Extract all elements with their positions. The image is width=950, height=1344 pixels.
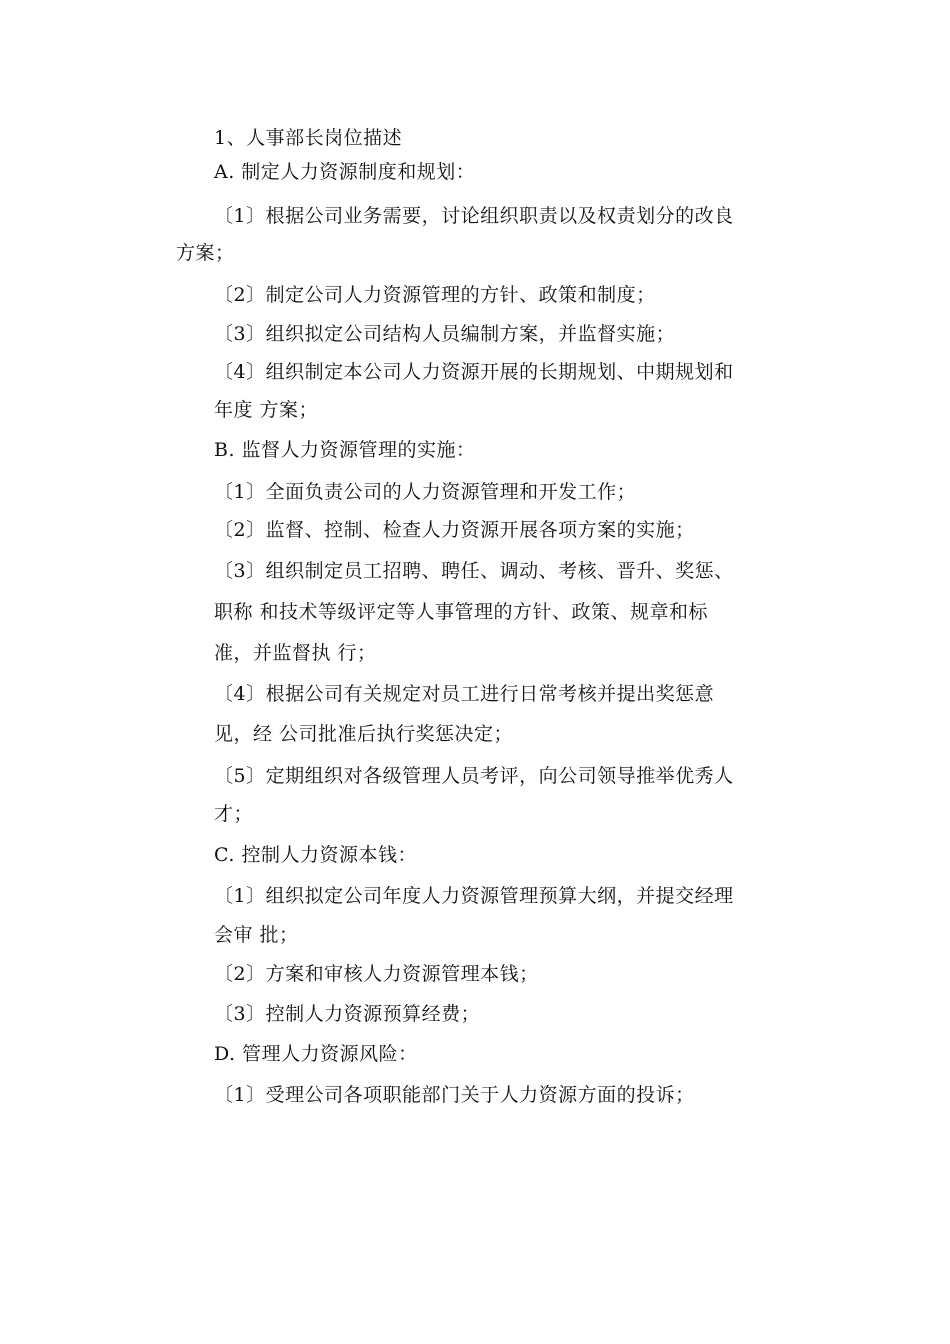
- paragraph-line: 〔1〕组织拟定公司年度人力资源管理预算大纲，并提交经理: [214, 885, 734, 907]
- heading-a: A. 制定人力资源制度和规划：: [214, 161, 476, 183]
- heading-d: D. 管理人力资源风险：: [214, 1043, 418, 1065]
- paragraph-line: 〔4〕根据公司有关规定对员工进行日常考核并提出奖惩意: [214, 683, 715, 705]
- heading-b: B. 监督人力资源管理的实施：: [214, 439, 476, 461]
- paragraph-line: 〔2〕监督、控制、检查人力资源开展各项方案的实施；: [214, 519, 695, 541]
- paragraph-line: 〔5〕定期组织对各级管理人员考评，向公司领导推举优秀人: [214, 765, 734, 787]
- paragraph-line: 才；: [214, 803, 254, 825]
- paragraph-line: 方案；: [176, 242, 235, 264]
- section-title: 1、人事部长岗位描述: [214, 127, 403, 149]
- paragraph-line: 〔1〕受理公司各项职能部门关于人力资源方面的投诉；: [214, 1084, 695, 1106]
- paragraph-line: 准，并监督执 行；: [214, 642, 377, 664]
- paragraph-line: 〔1〕全面负责公司的人力资源管理和开发工作；: [214, 481, 637, 503]
- paragraph-line: 〔3〕组织拟定公司结构人员编制方案，并监督实施；: [214, 323, 676, 345]
- paragraph-line: 〔1〕根据公司业务需要，讨论组织职责以及权责划分的改良: [214, 205, 734, 227]
- paragraph-line: 年度 方案；: [214, 399, 319, 421]
- paragraph-line: 〔2〕制定公司人力资源管理的方针、政策和制度；: [214, 284, 656, 306]
- paragraph-line: 〔4〕组织制定本公司人力资源开展的长期规划、中期规划和: [214, 361, 734, 383]
- paragraph-line: 会审 批；: [214, 924, 299, 946]
- paragraph-line: 〔2〕方案和审核人力资源管理本钱；: [214, 963, 539, 985]
- heading-c: C. 控制人力资源本钱：: [214, 844, 417, 866]
- paragraph-line: 见，经 公司批准后执行奖惩决定；: [214, 723, 514, 745]
- paragraph-line: 〔3〕控制人力资源预算经费；: [214, 1003, 481, 1025]
- paragraph-line: 职称 和技术等级评定等人事管理的方针、政策、规章和标: [214, 601, 709, 623]
- paragraph-line: 〔3〕组织制定员工招聘、聘任、调动、考核、晋升、奖惩、: [214, 560, 734, 582]
